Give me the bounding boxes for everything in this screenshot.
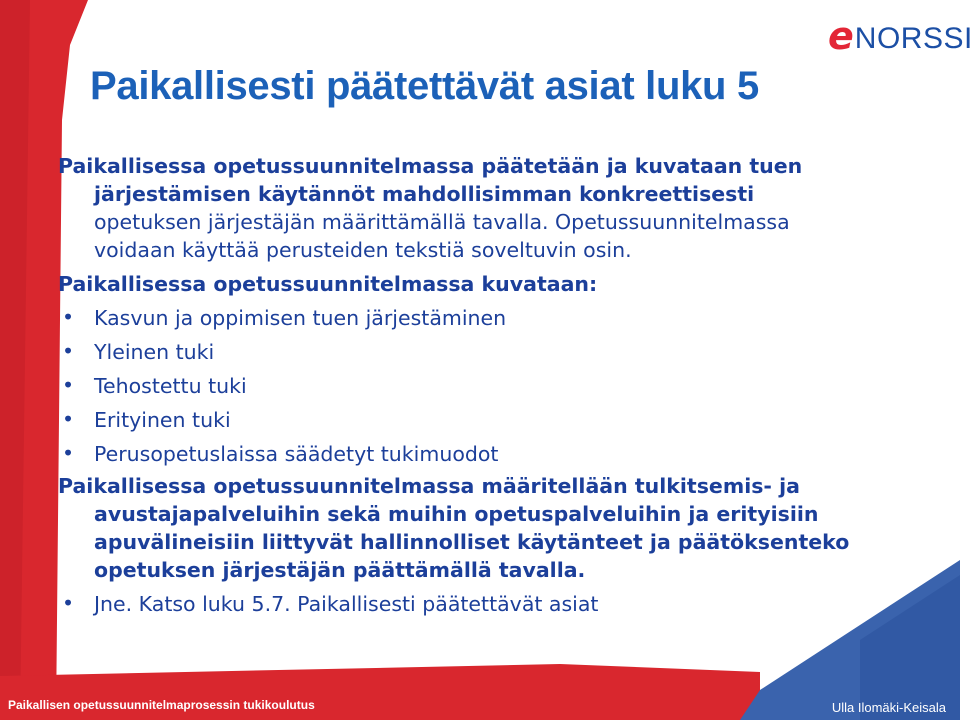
enorssi-logo <box>828 14 973 58</box>
footer-training-title: Paikallisen opetussuunnitelmaprosessin tukikoulutus <box>8 698 315 712</box>
described-heading: Paikallisessa opetussuunnitelmassa kuvataan: <box>58 272 598 296</box>
bullet-icon: • <box>62 305 75 329</box>
page-title: Paikallisesti päätettävät asiat luku 5 <box>90 64 759 108</box>
slide-content <box>58 152 918 618</box>
intro-line-4: voidaan käyttää perusteiden tekstiä soveltuvin osin. <box>94 238 632 262</box>
intro-line-2: järjestämisen käytännöt mahdollisimman konkreettisesti <box>94 182 755 206</box>
intro-paragraph <box>58 152 918 264</box>
list-item-label: Kasvun ja oppimisen tuen järjestäminen <box>94 306 507 330</box>
defined-line-1: Paikallisessa opetussuunnitelmassa määritellään tulkitsemis- ja <box>58 474 800 498</box>
intro-line-1: Paikallisessa opetussuunnitelmassa päätetään ja kuvataan tuen <box>58 154 803 178</box>
list-item <box>58 338 918 366</box>
bullet-icon: • <box>62 339 75 363</box>
list-item-label: Erityinen tuki <box>94 408 231 432</box>
bullet-icon: • <box>62 591 75 615</box>
list-item-label: Tehostettu tuki <box>94 374 247 398</box>
defined-line-4: opetuksen järjestäjän päättämällä tavalla. <box>94 558 586 582</box>
list-item <box>58 304 918 332</box>
list-item <box>58 590 918 618</box>
reference-text: Jne. Katso luku 5.7. Paikallisesti päätettävät asiat <box>94 592 599 616</box>
list-item-label: Perusopetuslaissa säädetyt tukimuodot <box>94 442 499 466</box>
defined-paragraph <box>58 472 918 584</box>
defined-line-2: avustajapalveluihin sekä muihin opetuspalveluihin ja erityisiin <box>94 502 819 526</box>
logo-name: NORSSI <box>854 22 973 55</box>
list-item <box>58 406 918 434</box>
bullet-icon: • <box>62 407 75 431</box>
intro-line-3: opetuksen järjestäjän määrittämällä tavalla. Opetussuunnitelmassa <box>94 210 790 234</box>
bullet-icon: • <box>62 441 75 465</box>
support-list <box>58 304 918 468</box>
defined-line-3: apuvälineisiin liittyvät hallinnolliset käytänteet ja päätöksenteko <box>94 530 850 554</box>
list-item <box>58 372 918 400</box>
bullet-icon: • <box>62 373 75 397</box>
list-item-label: Yleinen tuki <box>94 340 215 364</box>
footer-author: Ulla Ilomäki-Keisala <box>831 700 946 715</box>
reference-list <box>58 590 918 618</box>
list-item <box>58 440 918 468</box>
logo-e-letter: e <box>828 14 854 58</box>
